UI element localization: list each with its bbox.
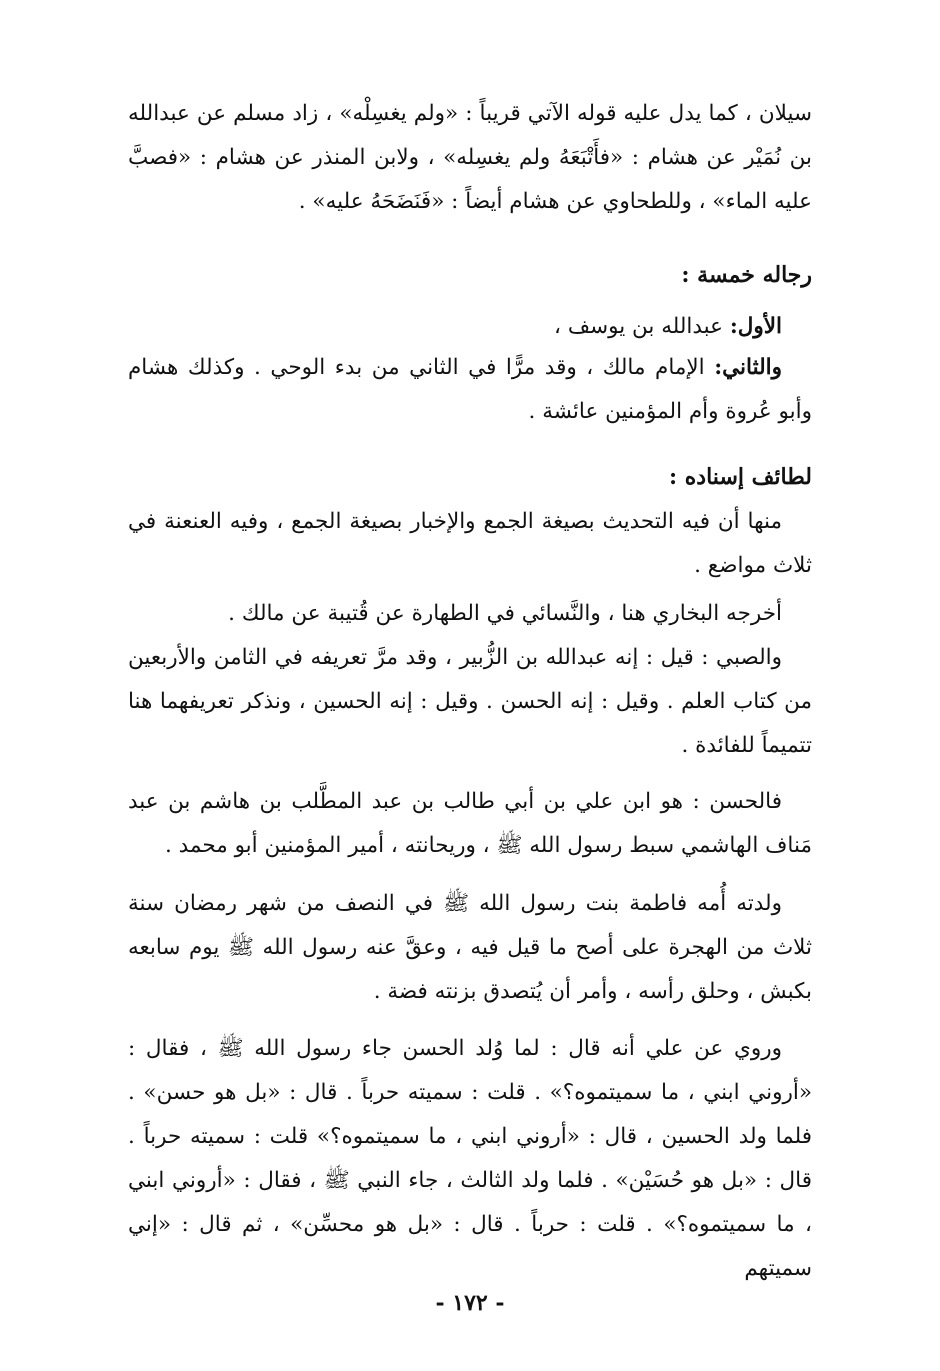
narrator-first-label: الأول: <box>729 314 782 339</box>
narrator-second <box>128 346 812 434</box>
opening-paragraph: سيلان ، كما يدل عليه قوله الآتي قريباً : «ولم يغسِلْه» ، زاد مسلم عن عبدالله بن نُمَيْر عن هشام : «فأَتْبَعَهُ ولم يغسِله» ، ولابن المنذر عن هشام : «فصبَّ عليه الماء» ، وللطحاوي عن هشام أيضاً : «فَنَضَحَهُ عليه» . <box>128 101 812 214</box>
heading-rijal: رجاله خمسة : <box>681 262 812 288</box>
narrator-first-text: عبدالله بن يوسف ، <box>554 314 730 339</box>
paragraph-sabi: والصبي : قيل : إنه عبدالله بن الزُّبير ، وقد مرَّ تعريفه في الثامن والأربعين من كتاب العلم . وقيل : إنه الحسن . وقيل : إنه الحسين ، ونذكر تعريفهما هنا تتميماً للفائدة . <box>128 645 812 758</box>
page-number: - ١٧٢ - <box>435 1290 505 1316</box>
heading-lataif: لطائف إسناده : <box>669 464 812 490</box>
paragraph-lataif: منها أن فيه التحديث بصيغة الجمع والإخبار بصيغة الجمع ، وفيه العنعنة في ثلاث مواضع . <box>128 509 812 578</box>
paragraph-naming: وروي عن علي أنه قال : لما وُلد الحسن جاء رسول الله ﷺ ، فقال : «أروني ابني ، ما سميتموه؟» . قلت : سميته حرباً . قال : «بل هو حسن» . فلما ولد الحسين ، قال : «أروني ابني ، ما سميتموه؟» قلت : سميته حرباً . قال : «بل هو حُسَيْن» . فلما ولد الثالث ، جاء النبي ﷺ ، فقال : «أروني ابني ، ما سميتموه؟» . قلت : حرباً . قال : «بل هو محسِّن» ، ثم قال : «إني سميتهم <box>128 1036 812 1281</box>
paragraph-hasan: فالحسن : هو ابن علي بن أبي طالب بن عبد المطَّلب بن هاشم بن عبد مَناف الهاشمي سبط رسول الله ﷺ ، وريحانته ، أمير المؤمنين أبو محمد . <box>128 789 812 858</box>
narrator-first <box>128 305 812 349</box>
narrator-second-text: الإمام مالك ، وقد مرًّا في الثاني من بدء الوحي . وكذلك هشام وأبو عُروة وأم المؤمنين عائشة . <box>128 355 812 424</box>
narrator-second-label: والثاني: <box>714 355 782 380</box>
paragraph-birth: ولدته أُمه فاطمة بنت رسول الله ﷺ في النصف من شهر رمضان سنة ثلاث من الهجرة على أصح ما قيل فيه ، وعقَّ عنه رسول الله ﷺ يوم سابعه بكبش ، وحلق رأسه ، وأمر أن يُتصدق بزنته فضة . <box>128 891 812 1004</box>
paragraph-akhraja: أخرجه البخاري هنا ، والنَّسائي في الطهارة عن قُتيبة عن مالك . <box>228 601 782 626</box>
